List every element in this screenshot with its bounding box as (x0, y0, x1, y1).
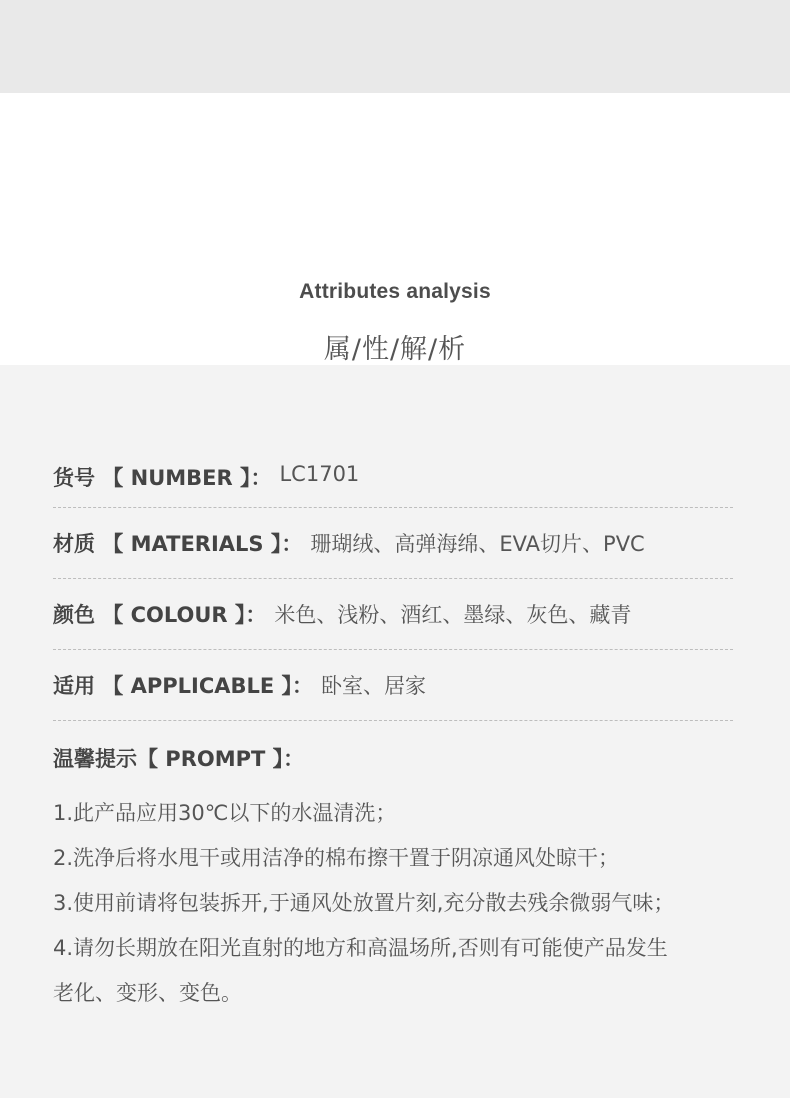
prompt-line: 3.使用前请将包装拆开,于通风处放置片刻,充分散去残余微弱气味； (53, 891, 675, 915)
attribute-label: 货号 【 NUMBER 】： (53, 466, 272, 490)
attribute-row-number (53, 448, 733, 508)
attribute-value: LC1701 (279, 462, 360, 486)
prompt-line: 4.请勿长期放在阳光直射的地方和高温场所,否则有可能使产品发生 (53, 936, 668, 960)
attribute-label: 适用 【 APPLICABLE 】： (53, 674, 314, 698)
prompt-line: 2.洗净后将水甩干或用洁净的棉布擦干置于阴凉通风处晾干； (53, 846, 620, 870)
section-title-cn: 属/性/解/析 (323, 334, 467, 365)
attribute-row-colour (53, 579, 733, 650)
section-title-en: Attributes analysis (299, 280, 491, 303)
attribute-label: 颜色 【 COLOUR 】： (53, 603, 267, 627)
attribute-row-applicable (53, 650, 733, 721)
attributes-panel (0, 365, 790, 1098)
prompt-title: 温馨提示【 PROMPT 】： (53, 747, 305, 771)
prompt-line: 1.此产品应用30℃以下的水温清洗； (53, 801, 397, 825)
prompt-line: 老化、变形、变色。 (53, 981, 242, 1005)
top-band (0, 0, 790, 93)
attribute-list (53, 448, 733, 1016)
attribute-row-materials (53, 508, 733, 579)
attribute-value: 米色、浅粉、酒红、墨绿、灰色、藏青 (274, 603, 632, 627)
attribute-value: 卧室、居家 (321, 674, 427, 698)
attribute-value: 珊瑚绒、高弹海绵、EVA切片、PVC (310, 532, 645, 556)
attribute-label: 材质 【 MATERIALS 】： (53, 532, 303, 556)
section-header (0, 93, 790, 365)
